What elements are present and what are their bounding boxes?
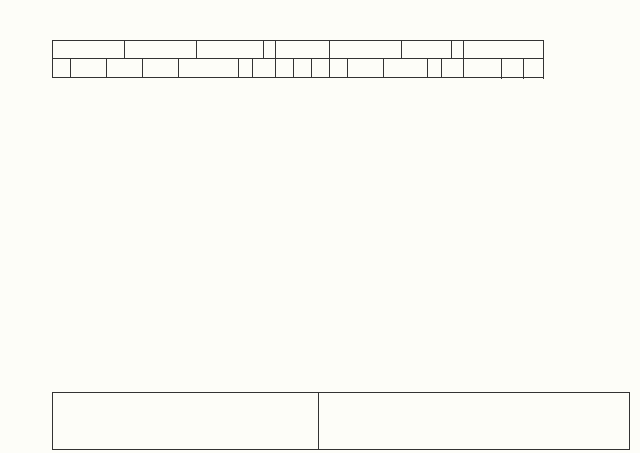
- header-desk-sub-3: [143, 59, 179, 78]
- header-classroom: [53, 41, 125, 59]
- title-bar: [0, 2, 640, 26]
- header-desk-sub-6: [253, 59, 276, 78]
- header-board: [276, 41, 330, 59]
- header-board-sub-4: [348, 59, 384, 78]
- header-desk-sub-4: [179, 59, 239, 78]
- header-fen: [264, 41, 276, 59]
- header-board2: [330, 41, 402, 59]
- header-desk-sub-1: [71, 59, 107, 78]
- header-time: [502, 59, 524, 78]
- header-row-1: [53, 41, 544, 59]
- header-board-sub-5: [384, 59, 428, 78]
- header-board-sub-1: [294, 59, 312, 78]
- header-measure-time: [464, 41, 544, 59]
- header-board-sub-7: [442, 59, 464, 78]
- header-board-part: [402, 41, 452, 59]
- header-date: [464, 59, 502, 78]
- notes-frame: [52, 392, 630, 450]
- header-desk: [125, 41, 197, 59]
- header-fen2: [452, 41, 464, 59]
- header-board-sub-0: [276, 59, 294, 78]
- header-weather: [524, 59, 544, 78]
- lighting-table: [52, 40, 544, 78]
- header-desk-sub-0: [53, 59, 71, 78]
- header-row-2: [53, 59, 544, 78]
- header-board-sub-3: [330, 59, 348, 78]
- notes-divider: [318, 392, 319, 450]
- header-desk-sub-2: [107, 59, 143, 78]
- header-desk-part: [197, 41, 264, 59]
- header-board-sub-2: [312, 59, 330, 78]
- header-desk-sub-5: [239, 59, 253, 78]
- header-board-sub-6: [428, 59, 442, 78]
